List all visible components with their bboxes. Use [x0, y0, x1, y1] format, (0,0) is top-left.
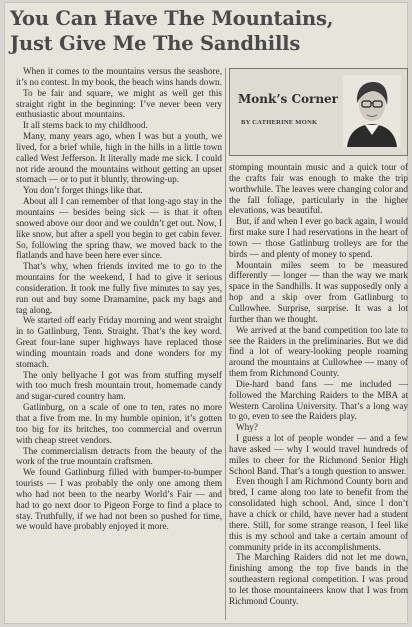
newspaper-clipping: [4, 2, 408, 624]
paragraph: The commercialism detracts from the beauty of the work of the true mountain craftsmen.: [16, 445, 222, 467]
paragraph: Gatlinburg, on a scale of one to ten, rates no more that a five from me. In my humble opinion, it’s gotten too big for its britches, too commercial and overrun with cheap street vendors.: [16, 402, 222, 445]
paragraph: About all I can remember of that long-ago stay in the mountains — besides being sick — is that it often snowed above our door and we couldn’t get out. Now, I like snow, but after a spell you begin to get cabin fever. So, following the spring thaw, we moved back to the flatlands and have been here ever since.: [16, 196, 222, 261]
paragraph: When it comes to the mountains versus the seashore, it’s no contest. In my book, the beach wins hands down.: [16, 66, 222, 87]
paragraph: You don’t forget things like that.: [23, 185, 143, 196]
paragraph: Mountain miles seem to be measured differently — longer — than the way we mark space in the Sandhills. It was supposedly only a hop and a skip over from Gatlinburg to Cullowhee. Surprise, surprise. It was a lot further than we thought.: [229, 259, 408, 324]
author-photo: [343, 75, 401, 147]
paragraph: We arrived at the band competition too late to see the Raiders in the preliminaries. But we did find a lot of weary-looking people roaming around the mountains at Cullowhee — many of them from Richmond County.: [229, 324, 408, 379]
paragraph: We found Gatlinburg filled with bumper-to-bumper tourists — I was probably the only one among them who had not been to the nearby World’s Fair — and had to go next door to Pigeon Forge to find a place to stay. Truthfully, if we had not been so pushed for time, we would have probably enjoyed it more.: [16, 467, 222, 532]
paragraph: Why?: [236, 422, 258, 433]
paragraph: To be fair and square, we might as well get this straight right in the beginning: I’ve never been very enthusiastic about mountains.: [16, 87, 222, 120]
paragraph: Die-hard band fans — me included — followed the Marching Raiders to the MBA at Western Carolina University. That’s a long way to go, even to see the Raiders play.: [229, 378, 408, 422]
paragraph: We started off early Friday morning and went straight in to Gatlinburg, Tenn. Straight. That’s the key word. Great four-lane super highways have replaced those winding mountain roads and done wonders for my stomach.: [16, 315, 222, 369]
article-column-right: [229, 162, 408, 622]
paragraph: It all stems back to my childhood.: [23, 120, 148, 131]
article-column-left: [16, 66, 222, 622]
column-title: Monk’s Corner: [238, 92, 338, 106]
column-divider: [225, 68, 226, 620]
paragraph: Even though I am Richmond County born and bred, I came along too late to benefit from the consolidated high school. And, since I don’t have a chick or child, have never had a student there. Still, for some strange reason, I feel like this is my school and take a certain amount of community pride in its accomplishments.: [229, 476, 408, 552]
headline-line-1: You Can Have The Mountains,: [10, 7, 334, 30]
column-header-box: [229, 68, 408, 156]
byline: BY CATHERINE MONK: [241, 119, 318, 126]
paragraph: stomping mountain music and a quick tour of the crafts fair was enough to make the trip worthwhile. The leaves were changing color and the fall foliage, particularly in the higher elevations, was beautiful.: [229, 162, 408, 216]
paragraph: The only bellyache I got was from stuffing myself with too much fresh mountain trout, homemade candy and sugar-cured country ham.: [16, 369, 222, 402]
paragraph: The Marching Raiders did not let me down, finishing among the top five bands in the southeastern regional competition. I was proud to let those mountaineers know that I was from Richmond County.: [229, 552, 408, 606]
headline: [10, 6, 406, 56]
paragraph: But, if and when I ever go back again, I would first make sure I had reservations in the heart of town — those Gatlinburg trolleys are for the birds — and plenty of money to spend.: [229, 216, 408, 259]
paragraph: That’s why, when friends invited me to go to the mountains for the weekend, I had to give it serious consideration. It took me fully five minutes to say yes, run out and buy some Dramamine, pack my bags and tag along.: [16, 261, 222, 315]
paragraph: Many, many years ago, when I was but a youth, we lived, for a brief while, high in the hills in a little town called West Jefferson. It literally made me sick. I could not ride around the mountains without getting an upset stomach — or to put it bluntly, throwing-up.: [16, 131, 222, 185]
paragraph: I guess a lot of people wonder — and a few have asked — why I would travel hundreds of miles to cheer for the Richmond Senior High School Band. That’s a tough question to answer.: [229, 433, 408, 476]
headline-line-2: Just Give Me The Sandhills: [10, 32, 301, 55]
